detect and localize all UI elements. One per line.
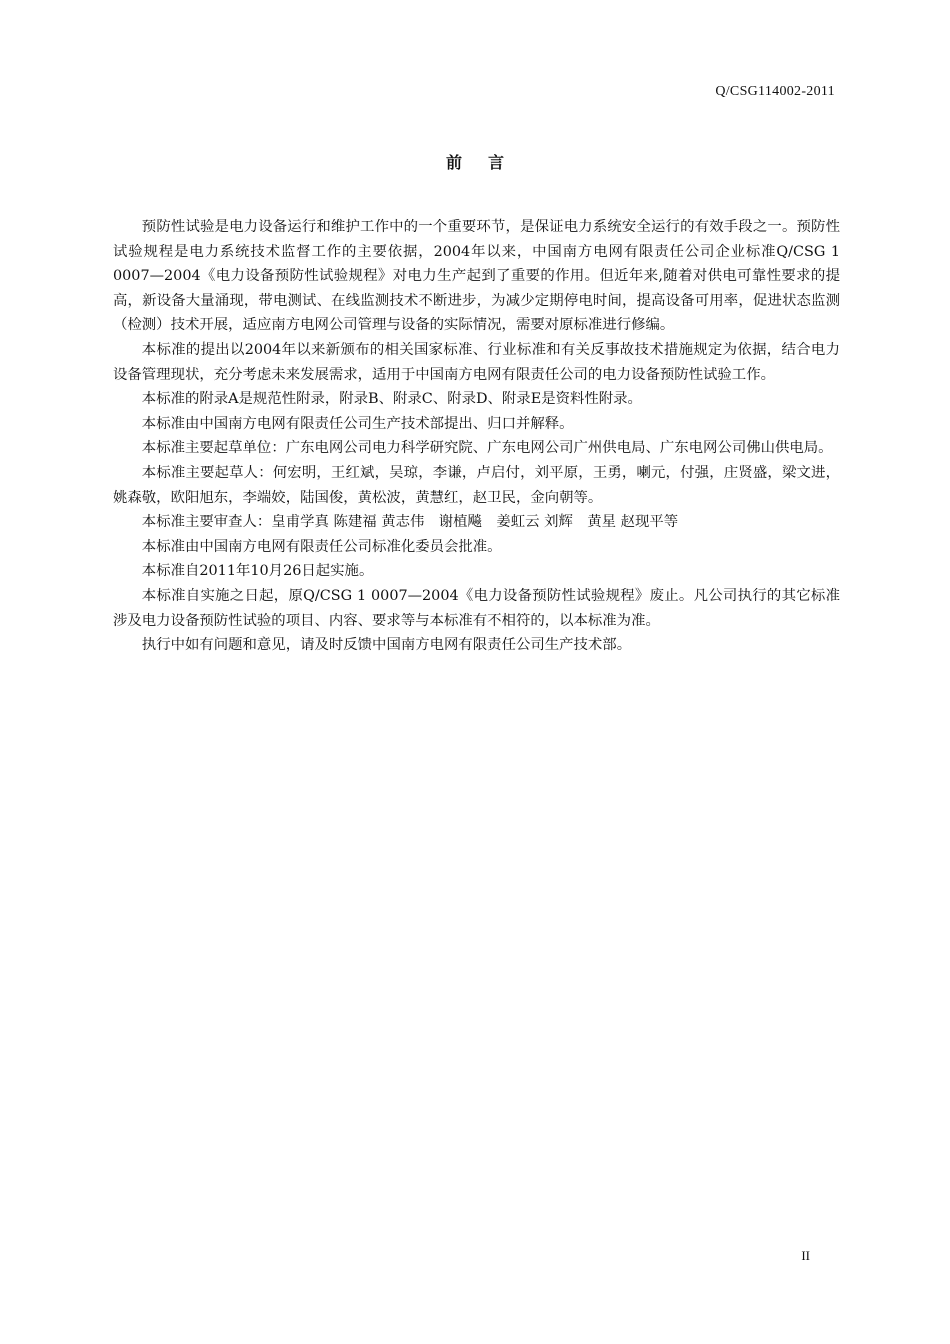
document-code: Q/CSG114002-2011 bbox=[715, 84, 835, 99]
paragraph-drafters: 本标准主要起草人：何宏明，王红斌，吴琼，李谦，卢启付，刘平原，王勇，喇元，付强，庄贤盛，梁文进，姚森敬，欧阳旭东，李端姣，陆国俊，黄松波，黄慧红，赵卫民，金向朝等。 bbox=[113, 464, 840, 506]
paragraph-approval: 本标准由中国南方电网有限责任公司标准化委员会批准。 bbox=[141, 538, 502, 555]
paragraph-purpose: 预防性试验是电力设备运行和维护工作中的一个重要环节，是保证电力系统安全运行的有效手段之一。预防性试验规程是电力系统技术监督工作的主要依据，2004年以来，中国南方电网有限责任公司企业标准Q/CSG 1 0007—2004《电力设备预防性试验规程》对电力生产起到了重要的作用。但近年来,随着对供电可靠性要求的提高，新设备大量涌现，带电测试、在线监测技术不断进步，为减少定期停电时间，提高设备可用率，促进状态监测（检测）技术开展，适应南方电网公司管理与设备的实际情况，需要对原标准进行修编。 bbox=[113, 219, 840, 334]
paragraph-appendix: 本标准的附录A是规范性附录，附录B、附录C、附录D、附录E是资料性附录。 bbox=[141, 391, 642, 408]
document-body bbox=[113, 215, 840, 658]
paragraph-supersede: 本标准自实施之日起，原Q/CSG 1 0007—2004《电力设备预防性试验规程》废止。凡公司执行的其它标准涉及电力设备预防性试验的项目、内容、要求等与本标准有不相符的，以本标准为准。 bbox=[113, 587, 840, 629]
paragraph-proposer: 本标准由中国南方电网有限责任公司生产技术部提出、归口并解释。 bbox=[141, 415, 574, 432]
paragraph-drafting-units: 本标准主要起草单位：广东电网公司电力科学研究院、广东电网公司广州供电局、广东电网公司佛山供电局。 bbox=[141, 440, 833, 457]
page-number: II bbox=[801, 1248, 810, 1263]
paragraph-effective-date: 本标准自2011年10月26日起实施。 bbox=[141, 563, 374, 580]
paragraph-reviewers: 本标准主要审查人：皇甫学真 陈建福 黄志伟 谢植飚 姜虹云 刘辉 黄星 赵现平等 bbox=[141, 514, 679, 531]
paragraph-feedback: 执行中如有问题和意见，请及时反馈中国南方电网有限责任公司生产技术部。 bbox=[141, 637, 632, 654]
paragraph-basis: 本标准的提出以2004年以来新颁布的相关国家标准、行业标准和有关反事故技术措施规定为依据，结合电力设备管理现状，充分考虑未来发展需求，适用于中国南方电网有限责任公司的电力设备预防性试验工作。 bbox=[113, 341, 840, 383]
page-title: 前言 bbox=[445, 153, 530, 172]
